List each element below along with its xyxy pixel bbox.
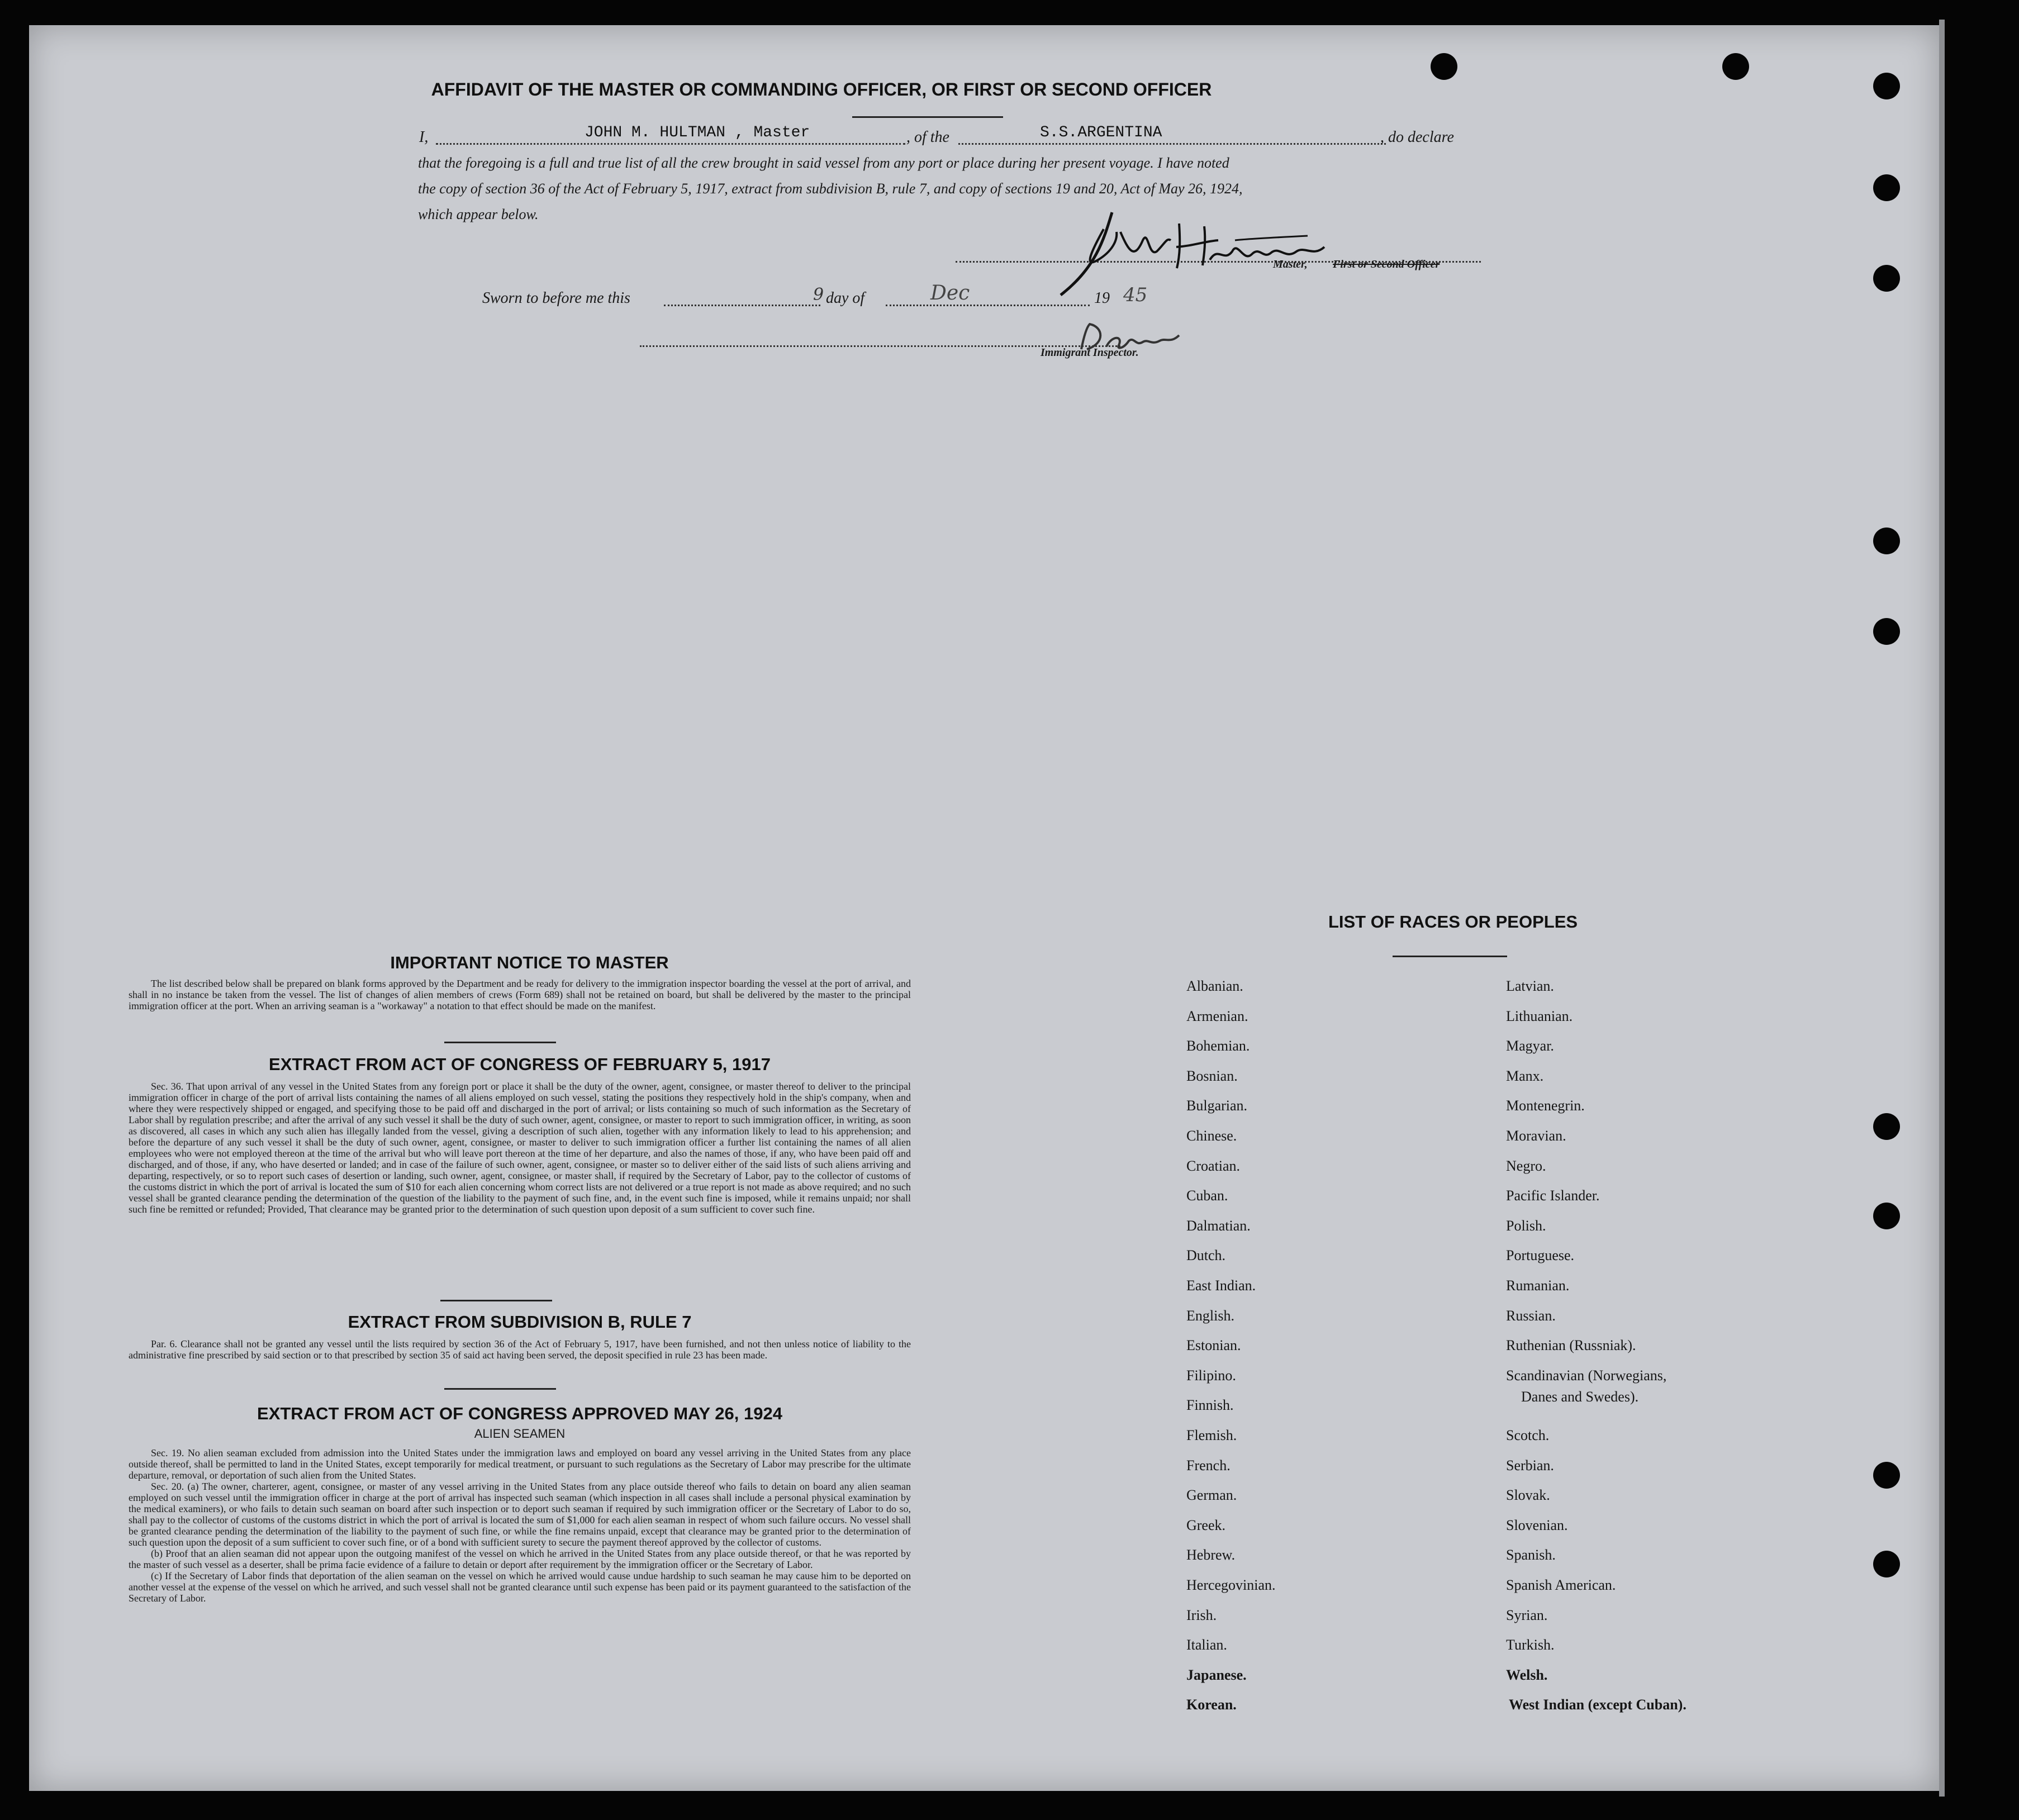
race-item: Hebrew. bbox=[1186, 1547, 1236, 1563]
race-item: Magyar. bbox=[1506, 1038, 1554, 1054]
race-item: Albanian. bbox=[1186, 978, 1243, 994]
punch-hole bbox=[1873, 73, 1900, 99]
race-item: Montenegrin. bbox=[1506, 1097, 1585, 1114]
race-item: Bohemian. bbox=[1186, 1038, 1250, 1054]
day-of-label: day of bbox=[826, 289, 865, 307]
punch-hole bbox=[1873, 174, 1900, 201]
punch-hole bbox=[1431, 53, 1457, 80]
race-item: Serbian. bbox=[1506, 1457, 1554, 1474]
sworn-day-line bbox=[664, 305, 820, 306]
sworn-month-line bbox=[886, 305, 1090, 306]
race-item: Danes and Swedes). bbox=[1521, 1389, 1639, 1405]
sworn-day-value: 9 bbox=[813, 285, 824, 305]
race-item: Scandinavian (Norwegians, bbox=[1506, 1367, 1667, 1384]
race-item: Pacific Islander. bbox=[1506, 1187, 1600, 1204]
race-item: Irish. bbox=[1186, 1607, 1217, 1623]
race-item: Chinese. bbox=[1186, 1128, 1237, 1144]
punch-hole bbox=[1873, 618, 1900, 645]
extract-1924-sections bbox=[129, 1447, 911, 1604]
punch-hole bbox=[1873, 1551, 1900, 1577]
race-item: Bulgarian. bbox=[1186, 1097, 1248, 1114]
punch-hole bbox=[1722, 53, 1749, 80]
extract-1924-subheading: ALIEN SEAMEN bbox=[474, 1427, 566, 1441]
section-rule bbox=[440, 1300, 552, 1301]
vessel-line bbox=[958, 143, 1386, 145]
race-item: Latvian. bbox=[1506, 978, 1554, 994]
race-item: Ruthenian (Russniak). bbox=[1506, 1337, 1636, 1353]
race-item: Scotch. bbox=[1506, 1427, 1550, 1443]
punch-hole bbox=[1873, 265, 1900, 292]
race-item: Flemish. bbox=[1186, 1427, 1237, 1443]
races-heading: LIST OF RACES OR PEOPLES bbox=[1328, 912, 1578, 932]
race-item: West Indian (except Cuban). bbox=[1509, 1697, 1687, 1713]
signature-caption-master: Master, bbox=[1273, 258, 1308, 270]
race-item: Russian. bbox=[1506, 1308, 1556, 1324]
race-item: Manx. bbox=[1506, 1068, 1544, 1084]
race-item: Rumanian. bbox=[1506, 1277, 1570, 1294]
race-item: Slovak. bbox=[1506, 1487, 1550, 1503]
race-item: Dalmatian. bbox=[1186, 1218, 1251, 1234]
race-item: Estonian. bbox=[1186, 1337, 1241, 1353]
section-rule bbox=[444, 1388, 556, 1390]
race-item: Finnish. bbox=[1186, 1397, 1234, 1413]
race-item: Portuguese. bbox=[1506, 1247, 1575, 1263]
race-item: Turkish. bbox=[1506, 1637, 1555, 1653]
race-item: Polish. bbox=[1506, 1218, 1546, 1234]
race-item: Cuban. bbox=[1186, 1187, 1228, 1204]
race-item: French. bbox=[1186, 1457, 1231, 1474]
race-item: Filipino. bbox=[1186, 1367, 1236, 1384]
races-rule bbox=[1393, 956, 1507, 957]
vessel-name-value: S.S.ARGENTINA bbox=[1037, 124, 1165, 141]
race-item: Greek. bbox=[1186, 1517, 1226, 1533]
race-item: Slovenian. bbox=[1506, 1517, 1568, 1533]
master-name-value: JOHN M. HULTMAN , Master bbox=[581, 124, 813, 141]
affidavit-title: AFFIDAVIT OF THE MASTER OR COMMANDING OFFICER, OR FIRST OR SECOND OFFICER bbox=[431, 79, 1212, 99]
race-item: Italian. bbox=[1186, 1637, 1227, 1653]
page-edge bbox=[1939, 20, 1945, 1797]
sworn-month-value: Dec bbox=[930, 282, 970, 305]
race-item: Hercegovinian. bbox=[1186, 1577, 1276, 1593]
notice-heading: IMPORTANT NOTICE TO MASTER bbox=[390, 953, 669, 972]
sworn-label: Sworn to before me this bbox=[482, 289, 630, 307]
race-item: Welsh. bbox=[1506, 1667, 1548, 1683]
extract-1917-body: Sec. 36. That upon arrival of any vessel in the United States from any foreign port or place it shall be the duty of the owner, agent, consignee, or master thereof to deliver to the principal immigration officer in charge of the port of arrival lists containing the names of all aliens employed on such vessel, stating the positions they respectively hold in the ship's company, when and where they were respectively shipped or engaged, and specifying those to be paid off and discharged in the port of arrival; or lists containing so much of such information as the Secretary of Labor shall by regulation prescribe; and after the arrival of any such vessel it shall be the duty of such owner, agent, consignee, or master to report to such immigration officer, in writing, as soon as discovered, all cases in which any such alien has illegally landed from the vessel, giving a description of such alien, together with any information likely to lead to his apprehension; and before the departure of any such vessel it shall be the duty of such owner, agent, consignee, or master to deliver to such immigration officer a further list containing the names of all alien employees who were not employed thereon at the time of the arrival but who will leave port thereon at the time of her departure, and also the names of those, if any, who have been paid off and discharged, and of those, if any, who have deserted or landed; and in case of the failure of such owner, agent, consignee, or master so to deliver either of the said lists of such aliens arriving and departing, respectively, or so to report such cases of desertion or landing, such owner, agent, consignee, or master shall, if required by the Secretary of Labor, pay to the collector of customs of the customs district in which the port of arrival is located the sum of $10 for each alien concerning whom correct lists are not delivered or a true report is not made as above required; and no such vessel shall be granted clearance pending the determination of the question of the liability to the payment of such fine, and, in the event such fine is imposed, while it remains unpaid; nor shall such fine be remitted or refunded; Provided, That clearance may be granted prior to the determination of such question upon deposit of a sum sufficient to cover such fine. bbox=[129, 1081, 911, 1215]
punch-hole bbox=[1873, 1113, 1900, 1140]
extract-rule7-body: Par. 6. Clearance shall not be granted any vessel until the lists required by section 36 of the Act of February 5, 1917, have been furnished, and not then unless notice of liability to the administrative fine prescribed by said section or to that prescribed by section 35 of said act having been served, the deposit specified in rule 23 has been made. bbox=[129, 1338, 911, 1361]
race-item: Negro. bbox=[1506, 1158, 1546, 1174]
master-name-line bbox=[436, 143, 905, 145]
race-item: Japanese. bbox=[1186, 1667, 1247, 1683]
extract-1924-sec20a: Sec. 20. (a) The owner, charterer, agent, consignee, or master of any vessel arriving in the United States from any place outside thereof who fails to detain on board any alien seaman employed on such vessel until the immigration officer in charge at the port of arrival has inspected such seaman (which inspection in all cases shall include a personal physical examination by the medical examiners), or who fails to detain such seaman on board after such inspection or to deport such seaman if required by such immigration officer or the Secretary of Labor to do so, shall pay to the collector of customs of the customs district in which the port of arrival is located the sum of $1,000 for each alien seaman in respect of whom such failure occurs. No vessel shall be granted clearance pending the determination of the liability to the payment of such fine, or while the fine remains unpaid, except that clearance may be granted prior to the determination of such question upon the deposit of a sum sufficient to cover such fine, or of a bond with sufficient surety to secure the payment thereof approved by the collector of customs. bbox=[129, 1481, 911, 1548]
title-rule bbox=[852, 116, 1003, 118]
race-item: Moravian. bbox=[1506, 1128, 1566, 1144]
race-item: Armenian. bbox=[1186, 1008, 1248, 1024]
affidavit-line-4: which appear below. bbox=[418, 206, 539, 222]
race-item: East Indian. bbox=[1186, 1277, 1256, 1294]
race-item: Bosnian. bbox=[1186, 1068, 1238, 1084]
race-item: Syrian. bbox=[1506, 1607, 1548, 1623]
inspector-caption: Immigrant Inspector. bbox=[1041, 346, 1139, 359]
year-prefix: 19 bbox=[1094, 289, 1110, 307]
affidavit-line-2: that the foregoing is a full and true list of all the crew brought in said vessel from any port or place during her present voyage. I have noted bbox=[418, 155, 1229, 171]
signature-caption-struck: First or Second Officer bbox=[1333, 258, 1440, 270]
race-item: Lithuanian. bbox=[1506, 1008, 1573, 1024]
extract-1924-sec19: Sec. 19. No alien seaman excluded from admission into the United States under the immigration laws and employed on board any vessel arriving in the United States from any place outside thereof, shall be permitted to land in the United States, except temporarily for medical treatment, or pursuant to such regulations as the Secretary of Labor may prescribe for the ultimate departure, removal, or deportation of such alien from the United States. bbox=[129, 1447, 911, 1481]
do-declare-label: , do declare bbox=[1380, 129, 1454, 146]
punch-hole bbox=[1873, 1462, 1900, 1489]
of-the-label: , of the bbox=[906, 129, 949, 146]
extract-1924-heading: EXTRACT FROM ACT OF CONGRESS APPROVED MAY 26, 1924 bbox=[257, 1404, 782, 1423]
master-signature bbox=[1051, 207, 1375, 302]
notice-body: The list described below shall be prepared on blank forms approved by the Department and be ready for delivery to the immigration inspector boarding the vessel at the port of arrival, and shall in no instance be taken from the vessel. The list of changes of alien members of crews (Form 689) shall not be retained on board, but shall be delivered by the master to the principal immigration officer at the port. When an arriving seaman is a "workaway" a notation to that effect should be made on the manifest. bbox=[129, 978, 911, 1011]
punch-hole bbox=[1873, 528, 1900, 554]
race-item: German. bbox=[1186, 1487, 1237, 1503]
race-item: English. bbox=[1186, 1308, 1234, 1324]
extract-rule7-heading: EXTRACT FROM SUBDIVISION B, RULE 7 bbox=[348, 1312, 692, 1332]
section-rule bbox=[444, 1042, 556, 1043]
race-item: Korean. bbox=[1186, 1697, 1237, 1713]
year-suffix: 45 bbox=[1123, 284, 1148, 306]
race-item: Croatian. bbox=[1186, 1158, 1241, 1174]
punch-hole bbox=[1873, 1203, 1900, 1229]
affidavit-i-label: I, bbox=[419, 129, 429, 146]
extract-1924-sec20b: (b) Proof that an alien seaman did not appear upon the outgoing manifest of the vessel on which he arrived in the United States from any place outside thereof, or that he was reported by the master of such vessel as a deserter, shall be prima facie evidence of a failure to detain or deport after requirement by the immigration officer or the Secretary of Labor. bbox=[129, 1548, 911, 1570]
race-item: Spanish. bbox=[1506, 1547, 1556, 1563]
extract-1924-sec20c: (c) If the Secretary of Labor finds that deportation of the alien seaman on the vessel on which he arrived would cause undue hardship to such seaman he may cause him to be deported on another vessel at the expense of the vessel on which he arrived, and such vessel shall not be granted clearance until such expense has been paid or its payment guaranteed to the satisfaction of the Secretary of Labor. bbox=[129, 1570, 911, 1604]
race-item: Dutch. bbox=[1186, 1247, 1226, 1263]
race-item: Spanish American. bbox=[1506, 1577, 1616, 1593]
extract-1917-heading: EXTRACT FROM ACT OF CONGRESS OF FEBRUARY 5, 1917 bbox=[269, 1054, 771, 1074]
affidavit-line-3: the copy of section 36 of the Act of February 5, 1917, extract from subdivision B, rule 7, and copy of sections 19 and 20, Act of May 26, 1924, bbox=[418, 180, 1243, 197]
